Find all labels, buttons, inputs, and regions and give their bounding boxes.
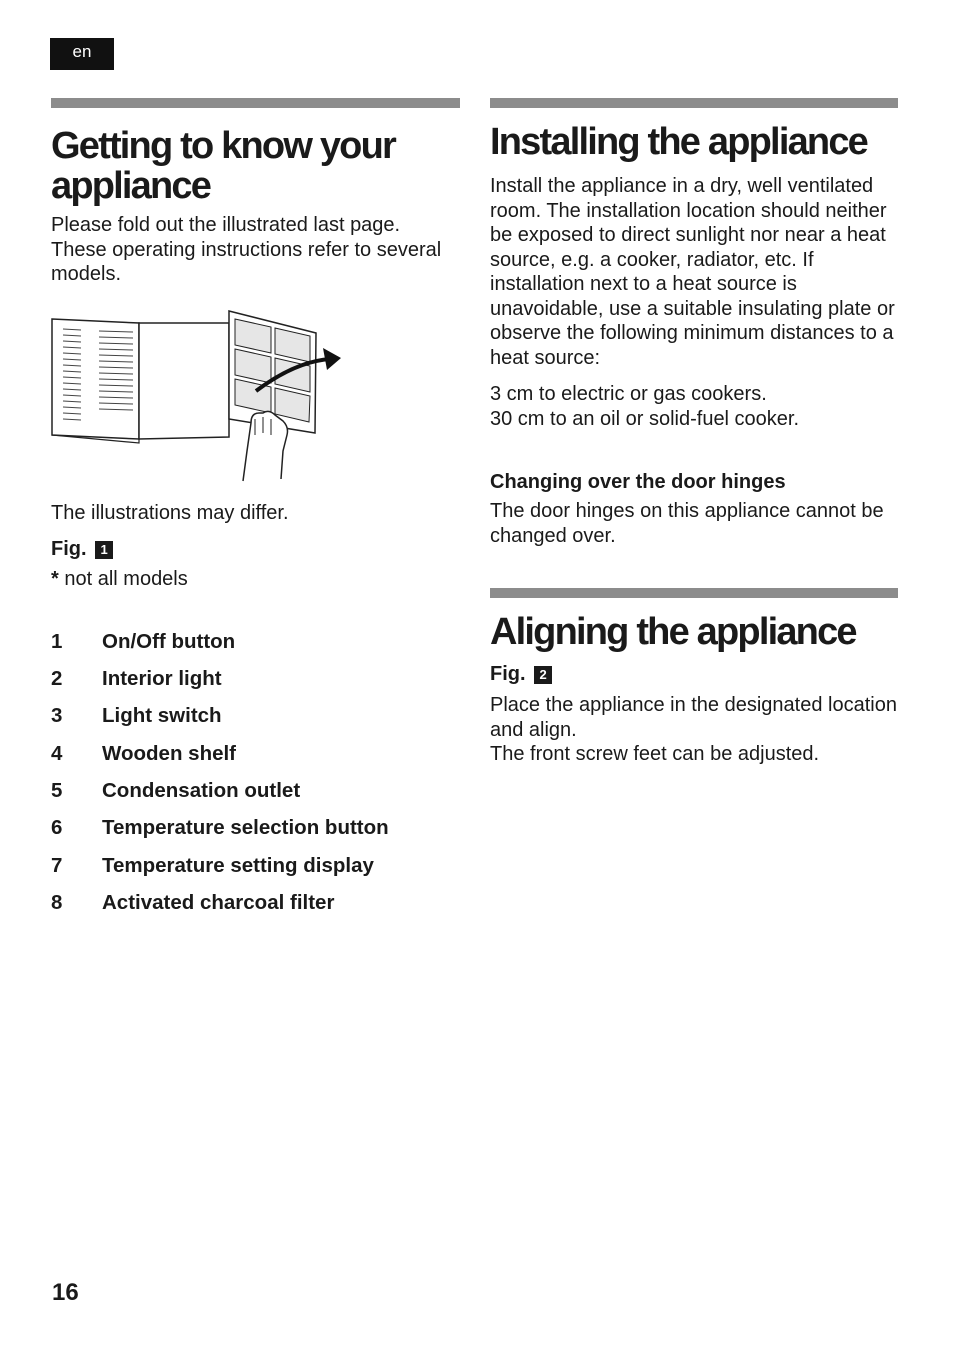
illustration-note: The illustrations may differ. xyxy=(51,501,289,524)
figure-reference xyxy=(490,662,898,686)
part-number: 5 xyxy=(51,779,63,803)
list-item xyxy=(51,854,460,891)
page-number: 16 xyxy=(52,1279,79,1306)
fig-label: Fig. xyxy=(490,663,526,685)
part-number: 1 xyxy=(51,629,63,653)
intro-text: Please fold out the illustrated last page. These operating instructions refer to several models. xyxy=(51,214,442,285)
part-label: Temperature setting display xyxy=(102,853,374,877)
not-all-models-text: not all models xyxy=(58,568,188,590)
part-number: 8 xyxy=(51,891,63,915)
aligning-body: Place the appliance in the designated location and align. xyxy=(490,694,897,741)
fig-label: Fig. xyxy=(51,538,87,560)
fig-number-badge: 1 xyxy=(95,541,113,559)
section-getting-to-know xyxy=(51,98,460,929)
not-all-models-note xyxy=(51,567,460,592)
right-column xyxy=(490,98,898,767)
hinges-body: The door hinges on this appliance cannot be changed over. xyxy=(490,500,884,547)
part-number: 6 xyxy=(51,816,63,840)
part-number: 4 xyxy=(51,741,63,765)
part-number: 2 xyxy=(51,666,63,690)
section-rule xyxy=(51,98,460,108)
list-item xyxy=(51,816,460,853)
distance-electric-gas: 3 cm to electric or gas cookers. xyxy=(490,383,767,405)
aligning-screw-feet-note: The front screw feet can be adjusted. xyxy=(490,743,820,765)
fold-out-page-illustration xyxy=(51,301,351,486)
section-aligning xyxy=(490,588,898,767)
part-label: Wooden shelf xyxy=(102,741,237,765)
installing-body: Install the appliance in a dry, well ventilated room. The installation location should neither be exposed to direct sunlight nor near a heat source, e.g. a cooker, radiator, etc. If installation next to a heat source is unavoidable, use a suitable insulating plate or observe the following minimum distances to a heat source: xyxy=(490,175,895,369)
part-label: Light switch xyxy=(102,704,222,728)
part-label: Interior light xyxy=(102,666,222,690)
part-number: 7 xyxy=(51,853,63,877)
list-item xyxy=(51,704,460,741)
list-item xyxy=(51,742,460,779)
parts-list xyxy=(51,630,460,929)
list-item xyxy=(51,630,460,667)
section-title: Aligning the appliance xyxy=(490,611,856,653)
part-label: Condensation outlet xyxy=(102,779,301,803)
language-tab: en xyxy=(50,38,114,70)
part-label: On/Off button xyxy=(102,629,236,653)
list-item xyxy=(51,779,460,816)
asterisk-marker: * xyxy=(51,568,59,590)
list-item xyxy=(51,891,460,928)
section-title: Installing the appliance xyxy=(490,121,867,163)
fig-number-badge: 2 xyxy=(534,666,552,684)
section-title: Getting to know your appliance xyxy=(51,125,395,207)
part-label: Activated charcoal filter xyxy=(102,891,335,915)
part-label: Temperature selection button xyxy=(102,816,389,840)
part-number: 3 xyxy=(51,704,63,728)
section-rule xyxy=(490,588,898,598)
list-item xyxy=(51,667,460,704)
distance-oil-solid-fuel: 30 cm to an oil or solid-fuel cooker. xyxy=(490,407,800,430)
section-rule xyxy=(490,98,898,108)
hinges-heading: Changing over the door hinges xyxy=(490,471,786,493)
figure-reference xyxy=(51,537,460,561)
section-installing xyxy=(490,98,898,548)
